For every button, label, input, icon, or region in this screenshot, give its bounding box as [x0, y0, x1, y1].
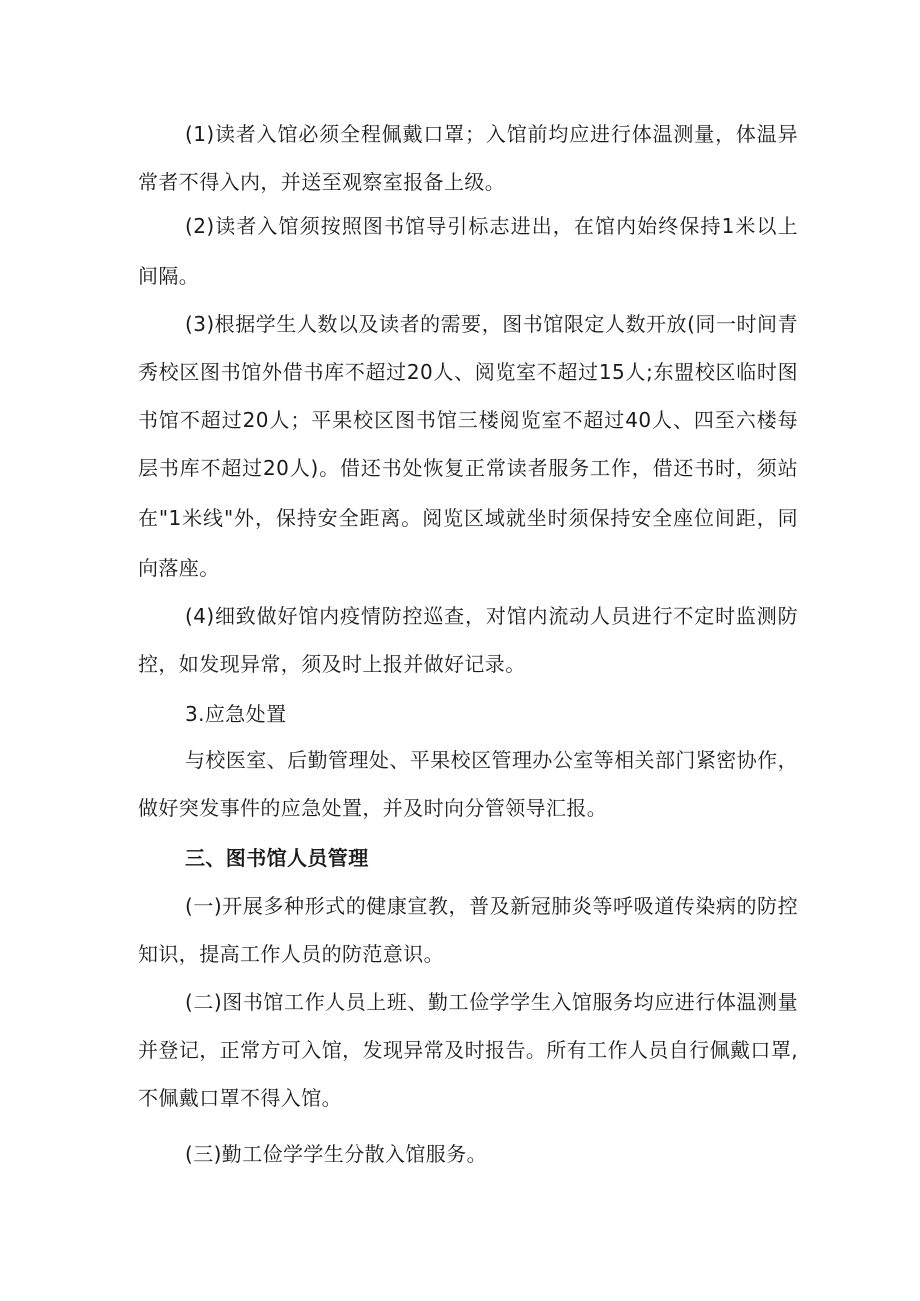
paragraph-line: 在"1米线"外，保持安全距离。阅览区域就坐时须保持安全座位间距，同 [138, 506, 798, 530]
paragraph-line: 不佩戴口罩不得入馆。 [138, 1086, 342, 1110]
paragraph-line: 做好突发事件的应急处置，并及时向分管领导汇报。 [138, 796, 608, 820]
paragraph-line: 知识，提高工作人员的防范意识。 [138, 942, 444, 966]
paragraph-line: 书馆不超过20人；平果校区图书馆三楼阅览室不超过40人、四至六楼每 [138, 408, 798, 432]
paragraph-line: (3)根据学生人数以及读者的需要，图书馆限定人数开放(同一时间青 [185, 312, 798, 336]
paragraph-line: 与校医室、后勤管理处、平果校区管理办公室等相关部门紧密协作， [185, 748, 798, 772]
paragraph-line: 向落座。 [138, 556, 220, 580]
paragraph-line: 秀校区图书馆外借书库不超过20人、阅览室不超过15人;东盟校区临时图 [138, 360, 798, 384]
section-heading: 3.应急处置 [185, 702, 287, 726]
paragraph-line: (1)读者入馆必须全程佩戴口罩；入馆前均应进行体温测量，体温异 [185, 122, 798, 146]
paragraph-line: (三)勤工俭学学生分散入馆服务。 [185, 1142, 488, 1166]
paragraph-line: (二)图书馆工作人员上班、勤工俭学学生入馆服务均应进行体温测量 [185, 990, 798, 1014]
paragraph-line: 间隔。 [138, 264, 200, 288]
paragraph-line: 层书库不超过20人)。借还书处恢复正常读者服务工作，借还书时，须站 [138, 456, 798, 480]
chapter-heading: 三、图书馆人员管理 [185, 846, 369, 870]
paragraph-line: 常者不得入内，并送至观察室报备上级。 [138, 170, 506, 194]
paragraph-line: (2)读者入馆须按照图书馆导引标志进出，在馆内始终保持1米以上 [185, 214, 798, 238]
paragraph-line: 控，如发现异常，须及时上报并做好记录。 [138, 652, 526, 676]
paragraph-line: (一)开展多种形式的健康宣教，普及新冠肺炎等呼吸道传染病的防控 [185, 894, 798, 918]
paragraph-line: (4)细致做好馆内疫情防控巡查，对馆内流动人员进行不定时监测防 [185, 604, 798, 628]
paragraph-line: 并登记，正常方可入馆，发现异常及时报告。所有工作人员自行佩戴口罩, [138, 1038, 798, 1062]
